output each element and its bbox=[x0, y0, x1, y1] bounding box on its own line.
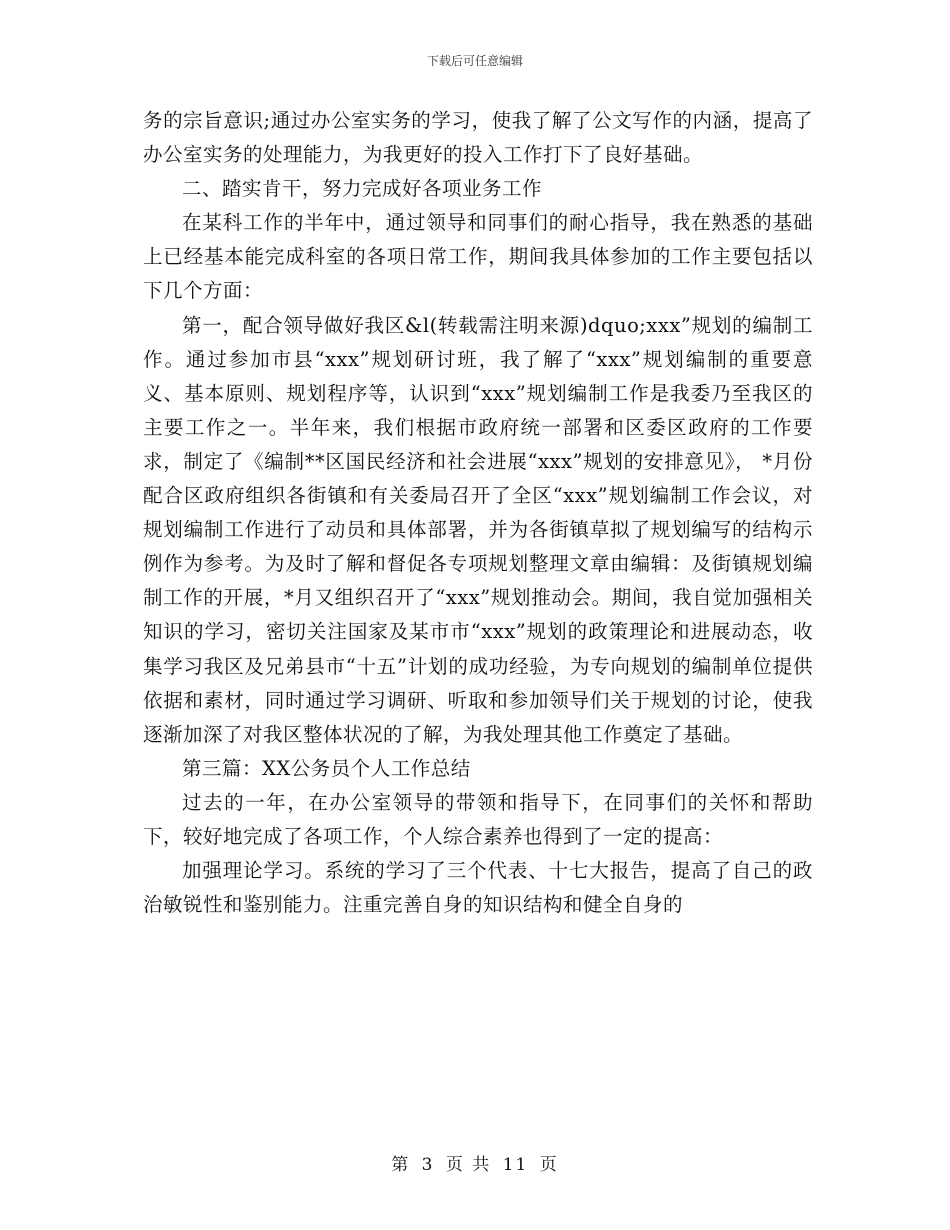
total-pages-number: 11 bbox=[502, 1155, 529, 1175]
paragraph-4: 第一，配合领导做好我区&l(转载需注明来源)dquo;xxx”规划的编制工作。通过参加市县“xxx”规划研讨班，我了解了“xxx”规划编制的重要意义、基本原则、规划程序等，认识到“xxx”规划编制工作是我委乃至我区的主要工作之一。半年来，我们根据市政府统一部署和区委区政府的工作要求，制定了《编制**区国民经济和社会进展“xxx”规划的安排意见》， *月份配合区政府组织各街镇和有关委局召开了全区“xxx”规划编制工作会议，对规划编制工作进行了动员和具体部署，并为各街镇草拟了规划编写的结构示例作为参考。为及时了解和督促各专项规划整理文章由编辑：及街镇规划编制工作的开展，*月又组织召开了“xxx”规划推动会。期间，我自觉加强相关知识的学习，密切关注国家及某市市“xxx”规划的政策理论和进展动态，收集学习我区及兄弟县市“十五”计划的成功经验，为专向规划的编制单位提供依据和素材，同时通过学习调研、听取和参加领导们关于规划的讨论，使我逐渐加深了对我区整体状况的了解，为我处理其他工作奠定了基础。 bbox=[143, 313, 813, 746]
section-heading-2: 二、踏实肯干，努力完成好各项业务工作 bbox=[182, 177, 543, 201]
chapter-title: 第三篇：XX公务员个人工作总结 bbox=[182, 756, 471, 780]
page-footer bbox=[0, 1150, 950, 1175]
footer-prefix: 第 bbox=[391, 1155, 411, 1175]
page-header: 下载后可任意编辑 bbox=[426, 54, 523, 68]
document-body bbox=[143, 104, 813, 922]
paragraph-3: 在某科工作的半年中，通过领导和同事们的耐心指导，我在熟悉的基础上已经基本能完成科室的各项日常工作，期间我具体参加的工作主要包括以下几个方面： bbox=[143, 211, 813, 303]
footer-middle: 页 共 bbox=[445, 1155, 492, 1175]
footer-suffix: 页 bbox=[539, 1155, 559, 1175]
current-page-number: 3 bbox=[421, 1155, 435, 1175]
paragraph-7: 加强理论学习。系统的学习了三个代表、十七大报告，提高了自己的政治敏锐性和鉴别能力。注重完善自身的知识结构和健全自身的 bbox=[143, 859, 813, 917]
paragraph-1: 务的宗旨意识;通过办公室实务的学习，使我了解了公文写作的内涵，提高了办公室实务的处理能力，为我更好的投入工作打下了良好基础。 bbox=[143, 109, 813, 167]
paragraph-6: 过去的一年，在办公室领导的带领和指导下，在同事们的关怀和帮助下，较好地完成了各项工作，个人综合素养也得到了一定的提高： bbox=[143, 790, 813, 848]
